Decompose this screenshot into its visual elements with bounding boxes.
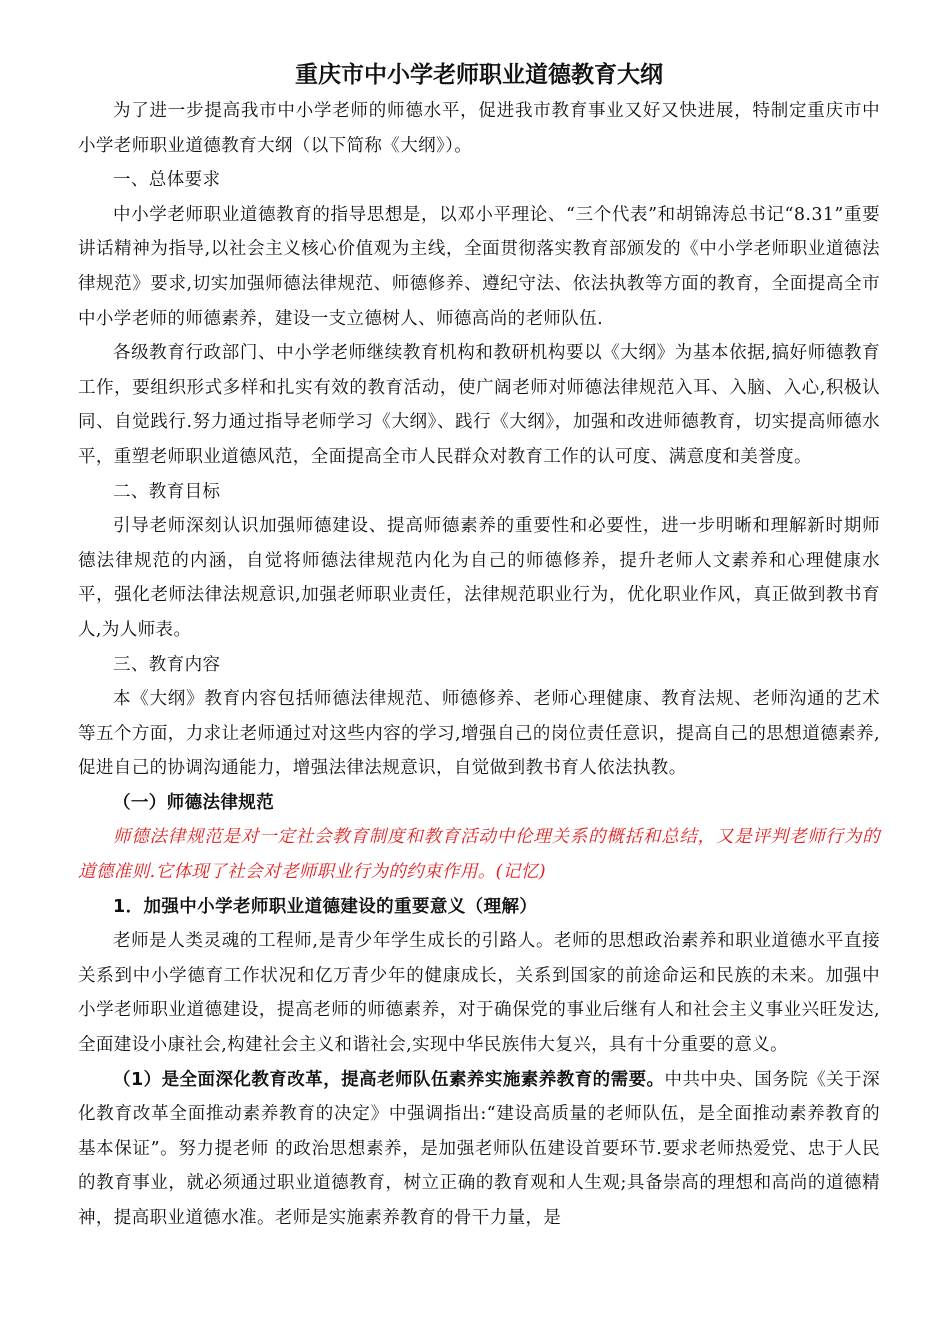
section-1-paragraph-2: 各级教育行政部门、中小学老师继续教育机构和教研机构要以《大纲》为基本依据,搞好师德教育工作，要组织形式多样和扎实有效的教育活动，使广阔老师对师德法律规范入耳、入脑、入心,积极认同、自觉践行.努力通过指导老师学习《大纲》、践行《大纲》，加强和改进师德教育，切实提高师德水平，重塑老师职业道德风范，全面提高全市人民群众对教育工作的认可度、满意度和美誉度。 (78, 343, 880, 467)
section-3-paragraph-1: 本《大纲》教育内容包括师德法律规范、师德修养、老师心理健康、教育法规、老师沟通的艺术等五个方面，力求让老师通过对这些内容的学习,增强自己的岗位责任意识，提高自己的思想道德素养,促进自己的协调沟通能力，增强法律法规意识，自觉做到教书育人依法执教。 (78, 689, 880, 779)
document-title: 重庆市中小学老师职业道德教育大纲 (295, 62, 663, 88)
section-1-heading: 一、总体要求 (113, 170, 221, 191)
section-2-paragraph-1: 引导老师深刻认识加强师德建设、提高师德素养的重要性和必要性，进一步明晰和理解新时期师德法律规范的内涵，自觉将师德法律规范内化为自己的师德修养，提升老师人文素养和心理健康水平，强化老师法律法规意识,加强老师职业责任，法律规范职业行为，优化职业作风，真正做到教书育人,为人师表。 (78, 516, 880, 640)
section-3-heading: 三、教育内容 (113, 654, 221, 675)
section-1-paragraph-1: 中小学老师职业道德教育的指导思想是，以邓小平理论、“三个代表”和胡锦涛总书记“8.31”重要讲话精神为指导,以社会主义核心价值观为主线，全面贯彻落实教育部颁发的《中小学老师职业道德法律规范》要求,切实加强师德法律规范、师德修养、遵纪守法、依法执教等方面的教育，全面提高全市中小学老师的师德素养，建设一支立德树人、师德高尚的老师队伍. (78, 204, 880, 329)
point-1-paragraph: 老师是人类灵魂的工程师,是青少年学生成长的引路人。老师的思想政治素养和职业道德水平直接关系到中小学德育工作状况和亿万青少年的健康成长，关系到国家的前途命运和民族的未来。加强中小学老师职业道德建设，提高老师的师德素养，对于确保党的事业后继有人和社会主义事业兴旺发达,全面建设小康社会,构建社会主义和谐社会,实现中华民族伟大复兴，具有十分重要的意义。 (78, 931, 880, 1056)
item-1-body: 中共中央、国务院《关于深化教育改革全面推动素养教育的决定》中强调指出:“建设高质量的老师队伍，是全面推动素养教育的基本保证”。努力提老师 的政治思想素养，是加强老师队伍建设首要环节.要求老师热爱党、忠于人民的教育事业，就必须通过职业道德教育，树立正确的教育观和人生观;具备崇高的理想和高尚的道德精神，提高职业道德水准。老师是实施素养教育的骨干力量，是 (78, 1069, 880, 1228)
red-definition-paragraph: 师德法律规范是对一定社会教育制度和教育活动中伦理关系的概括和总结，又是评判老师行为的道德准则.它体现了社会对老师职业行为的约束作用。(记忆) (78, 827, 880, 883)
section-2-heading: 二、教育目标 (113, 481, 221, 502)
intro-paragraph: 为了进一步提高我市中小学老师的师德水平，促进我市教育事业又好又快进展，特制定重庆市中小学老师职业道德教育大纲（以下简称《大纲》）。 (78, 101, 880, 156)
item-1-bold-lead: （1）是全面深化教育改革，提高老师队伍素养实施素养教育的需要。 (113, 1069, 665, 1090)
point-1-heading: 1．加强中小学老师职业道德建设的重要意义（理解） (113, 896, 538, 917)
point-1-item-1 (78, 1063, 880, 1236)
subsection-1-heading: （一）师德法律规范 (113, 792, 275, 813)
